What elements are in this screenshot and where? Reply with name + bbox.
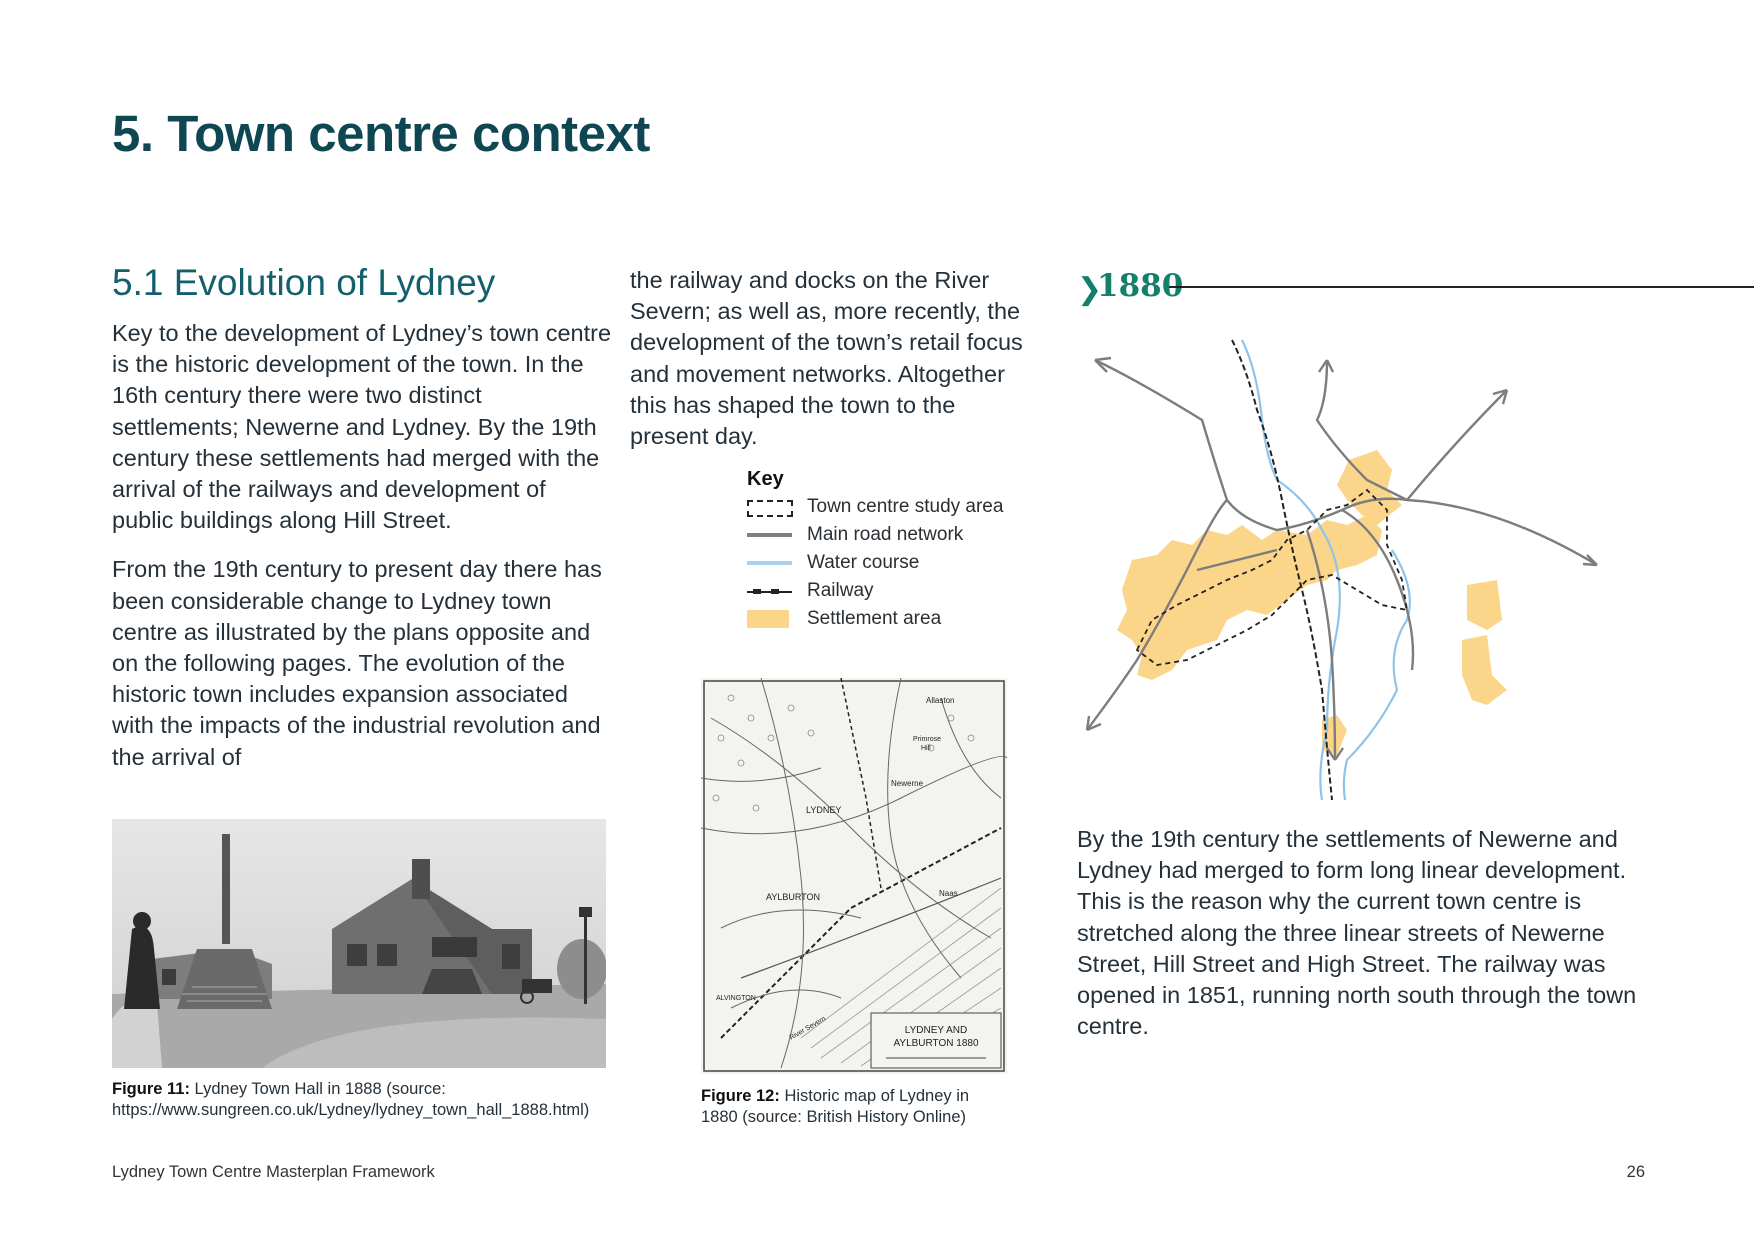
intro-paragraph-1: Key to the development of Lydney’s town centre is the historic development of the town. In the 16th century there were two distinct settlements; Newerne and Lydney. By the 19th century these settlements had merged with the arrival of the railways and development of public buildings along Hill Street.: [112, 320, 612, 534]
key-item-railway: Railway: [747, 579, 1047, 602]
year-divider: [1169, 286, 1754, 288]
map-label-alvington: ALVINGTON: [716, 995, 756, 1002]
plan-description: [1077, 824, 1637, 1060]
settlement-plan-1880: [1077, 330, 1672, 800]
map-label-naas: Naas: [939, 889, 958, 898]
key-title: Key: [747, 468, 784, 490]
figure-11-label: Figure 11:: [112, 1080, 190, 1098]
railway-line-icon: [747, 588, 792, 594]
map-label-lydney: LYDNEY: [806, 805, 842, 815]
map-label-river-severn: River Severn: [788, 1015, 828, 1042]
grey-line-icon: [747, 533, 792, 537]
year-marker: [1077, 268, 1754, 307]
figure-11-caption: [112, 1079, 632, 1121]
page-title: 5. Town centre context: [112, 105, 650, 162]
key-item-settlement: Settlement area: [747, 607, 1047, 630]
key-item-water-course: Water course: [747, 551, 1047, 574]
map-label-aylburton: AYLBURTON: [766, 892, 821, 902]
map-title-line1: LYDNEY AND: [904, 1025, 968, 1036]
intro-column: [112, 318, 612, 791]
map-label-newerne: Newerne: [891, 779, 924, 788]
dashed-box-icon: [747, 500, 793, 517]
continued-paragraph: the railway and docks on the River Severn; as well as, more recently, the development of the town’s retail focus and movement networks. Altogether this has shaped the town to the present day.: [630, 267, 1023, 450]
blue-line-icon: [747, 561, 792, 565]
year-label: 1880: [1097, 268, 1184, 304]
historic-map-1880: [701, 678, 1007, 1074]
key-item-study-area: Town centre study area: [747, 495, 1047, 518]
map-title-line2: AYLBURTON 1880: [893, 1038, 979, 1049]
map-key: [747, 468, 1047, 635]
chevron-right-icon: ❯: [1077, 272, 1103, 307]
continued-column: [630, 265, 1040, 470]
figure-12-label: Figure 12:: [701, 1087, 780, 1105]
plan-paragraph: By the 19th century the settlements of Newerne and Lydney had merged to form long linear development. This is the reason why the current town centre is stretched along the three linear streets of Newerne Street, Hill Street and High Street. The railway was opened in 1851, running north south through the town centre.: [1077, 826, 1637, 1040]
map-label-allaston: Allaston: [926, 696, 955, 705]
town-hall-photo: [112, 819, 606, 1068]
section-heading: 5.1 Evolution of Lydney: [112, 262, 496, 303]
figure-11-text: Lydney Town Hall in 1888 (source: https://www.sungreen.co.uk/Lydney/lydney_town_hall_1888.html): [112, 1080, 590, 1119]
intro-paragraph-2: From the 19th century to present day there has been considerable change to Lydney town centre as illustrated by the plans opposite and on the following pages. The evolution of the historic town includes expansion associated with the impacts of the industrial revolution and the arrival of: [112, 556, 602, 770]
page-number: 26: [1626, 1163, 1645, 1181]
map-label-primrose: Primrose: [913, 736, 942, 743]
figure-12-text: Historic map of Lydney in 1880 (source: British History Online): [701, 1087, 970, 1126]
map-label-hill: Hill: [921, 745, 931, 752]
settlement-swatch-icon: [747, 610, 789, 628]
key-item-main-road: Main road network: [747, 523, 1047, 546]
footer-document-title: Lydney Town Centre Masterplan Framework: [112, 1163, 435, 1181]
figure-12-caption: [701, 1086, 1001, 1128]
